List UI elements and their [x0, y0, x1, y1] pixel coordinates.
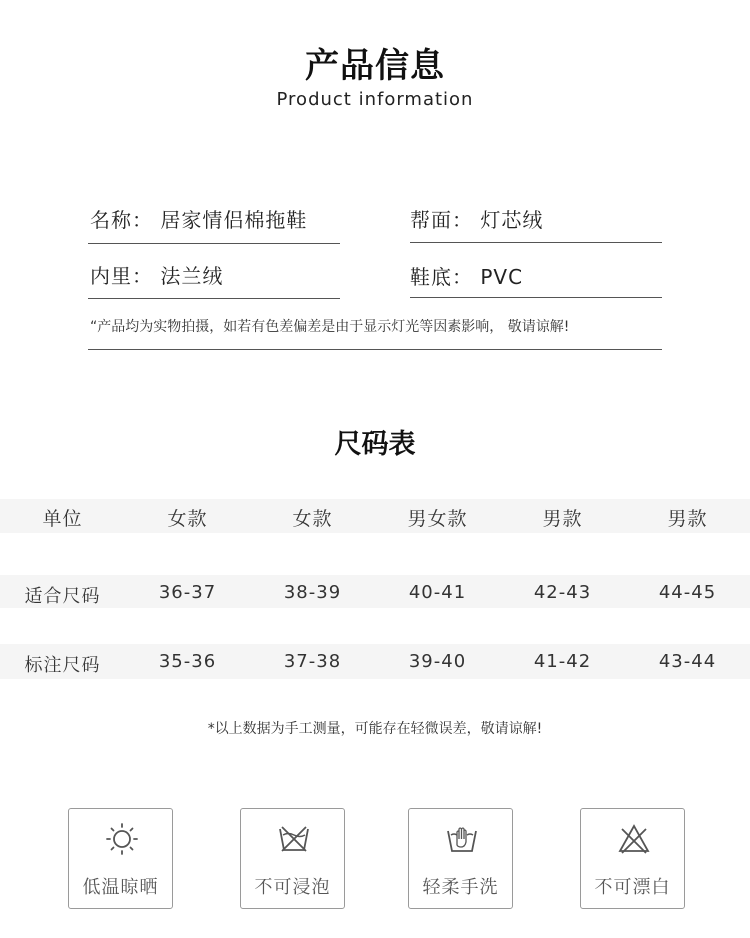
care-label: 不可漂白 [594, 877, 671, 898]
info-lining: 内里： 法兰绒 [90, 264, 224, 288]
table-cell: 36-37 [158, 582, 217, 603]
table-header-cell: 男款 [667, 508, 708, 530]
sun-icon [105, 823, 139, 855]
table-header-cell: 女款 [292, 508, 333, 530]
care-hand-wash [408, 808, 513, 909]
page-title: 产品信息 [305, 46, 445, 86]
size-table-title: 尺码表 [334, 429, 416, 460]
info-upper: 帮面： 灯芯绒 [410, 208, 544, 232]
measurement-note: *以上数据为手工测量，可能存在轻微误差，敬请谅解! [207, 721, 543, 737]
divider [88, 298, 340, 299]
no-soak-icon [277, 823, 311, 855]
table-cell: 40-41 [408, 582, 467, 603]
table-row [0, 582, 750, 608]
no-bleach-icon [617, 823, 651, 855]
table-header-cell: 男女款 [407, 508, 468, 530]
divider [88, 243, 340, 244]
table-cell: 适合尺码 [24, 586, 101, 607]
color-note: “产品均为实物拍摄，如若有色差偏差是由于显示灯光等因素影响， 敬请谅解! [90, 319, 570, 335]
table-cell: 39-40 [408, 651, 467, 672]
table-cell: 38-39 [283, 582, 342, 603]
table-header-cell: 女款 [167, 508, 208, 530]
page-subtitle: Product information [276, 89, 474, 110]
care-no-bleach [580, 808, 685, 909]
care-low-temp-dry [68, 808, 173, 909]
care-no-soak [240, 808, 345, 909]
care-label: 低温晾晒 [82, 877, 159, 898]
info-sole: 鞋底： PVC [410, 265, 524, 289]
table-row [0, 651, 750, 677]
divider [410, 297, 662, 298]
divider [410, 242, 662, 243]
info-name: 名称： 居家情侣棉拖鞋 [90, 208, 308, 232]
table-header [0, 504, 750, 531]
table-cell: 42-43 [533, 582, 592, 603]
table-cell: 44-45 [658, 582, 717, 603]
table-header-cell: 单位 [42, 508, 83, 530]
hand-wash-icon [445, 823, 479, 855]
care-label: 不可浸泡 [254, 877, 331, 898]
table-cell: 37-38 [283, 651, 342, 672]
table-header-cell: 男款 [542, 508, 583, 530]
divider [88, 349, 662, 350]
table-cell: 35-36 [158, 651, 217, 672]
care-label: 轻柔手洗 [422, 877, 499, 898]
table-cell: 43-44 [658, 651, 717, 672]
table-cell: 标注尺码 [24, 655, 101, 676]
table-cell: 41-42 [533, 651, 592, 672]
